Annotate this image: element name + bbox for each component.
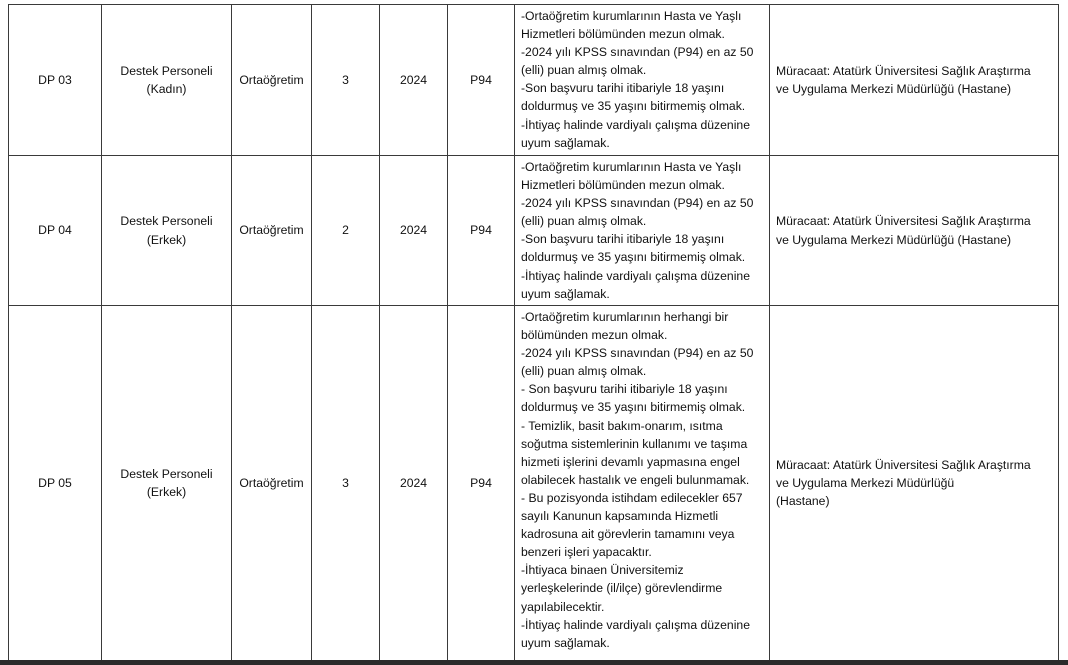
application-line: ve Uygulama Merkezi Müdürlüğü (Hastane) <box>776 82 1012 96</box>
score-type-cell: P94 <box>448 5 515 156</box>
application-line: ve Uygulama Merkezi Müdürlüğü <box>776 475 955 490</box>
positions-table <box>8 4 1059 661</box>
requirement-line: (elli) puan almış olmak. <box>521 214 647 229</box>
position-title-cell <box>102 156 232 306</box>
table-row <box>9 306 1059 661</box>
application-line: Müracaat: Atatürk Üniversitesi Sağlık Araştırma <box>776 457 1031 472</box>
position-title-cell <box>102 5 232 156</box>
requirement-line: uyum sağlamak. <box>521 286 610 301</box>
requirement-line: - Son başvuru tarihi itibariyle 18 yaşını <box>521 382 728 397</box>
requirement-line: soğutma sistemlerinin kullanımı ve taşıma <box>521 436 748 451</box>
score-type-cell: P94 <box>448 306 515 661</box>
requirement-line: benzeri işleri yapacaktır. <box>521 545 652 560</box>
requirement-line: -2024 yılı KPSS sınavından (P94) en az 50 <box>521 45 754 60</box>
application-line: Müracaat: Atatürk Üniversitesi Sağlık Araştırma <box>776 63 1031 78</box>
position-title-cell <box>102 306 232 661</box>
requirement-line: doldurmuş ve 35 yaşını bitirmemiş olmak. <box>521 250 746 265</box>
requirement-line: -İhtiyaç halinde vardiyalı çalışma düzenine <box>521 268 750 283</box>
education-level-cell: Ortaöğretim <box>232 156 312 306</box>
requirement-line: (elli) puan almış olmak. <box>521 364 647 379</box>
requirement-line: uyum sağlamak. <box>521 135 610 150</box>
application-cell <box>770 156 1059 306</box>
position-count-cell: 2 <box>312 156 380 306</box>
position-code-cell: DP 03 <box>9 5 102 156</box>
position-count-cell: 3 <box>312 5 380 156</box>
position-title-line: Destek Personeli <box>120 466 213 481</box>
requirement-line: -2024 yılı KPSS sınavından (P94) en az 50 <box>521 346 754 361</box>
exam-year-cell: 2024 <box>380 156 448 306</box>
requirement-line: olabilecek hastalık ve engeli bulunmamak. <box>521 472 750 487</box>
requirement-line: Hizmetleri bölümünden mezun olmak. <box>521 27 725 42</box>
exam-year-cell: 2024 <box>380 5 448 156</box>
exam-year-cell: 2024 <box>380 306 448 661</box>
page-bottom-edge <box>0 660 1068 665</box>
requirement-line: hizmeti işlerini devamlı yapmasına engel <box>521 454 740 469</box>
requirement-line: bölümünden mezun olmak. <box>521 328 668 343</box>
application-cell <box>770 5 1059 156</box>
requirements-cell <box>515 156 770 306</box>
position-count-cell: 3 <box>312 306 380 661</box>
position-title-line: (Erkek) <box>146 232 187 247</box>
application-line: Müracaat: Atatürk Üniversitesi Sağlık Araştırma <box>776 214 1031 229</box>
score-type-cell: P94 <box>448 156 515 306</box>
position-code-cell: DP 04 <box>9 156 102 306</box>
requirement-line: uyum sağlamak. <box>521 635 610 650</box>
position-title-line: (Kadın) <box>146 82 187 96</box>
requirement-line: -Ortaöğretim kurumlarının Hasta ve Yaşlı <box>521 160 742 174</box>
requirement-line: doldurmuş ve 35 yaşını bitirmemiş olmak. <box>521 400 746 415</box>
requirement-line: doldurmuş ve 35 yaşını bitirmemiş olmak. <box>521 99 746 114</box>
education-level-cell: Ortaöğretim <box>232 5 312 156</box>
requirement-line: - Bu pozisyonda istihdam edilecekler 657 <box>521 490 743 505</box>
position-title-line: Destek Personeli <box>120 63 213 78</box>
requirement-line: -Son başvuru tarihi itibariyle 18 yaşını <box>521 232 725 247</box>
application-line: (Hastane) <box>776 494 830 509</box>
position-title-line: (Erkek) <box>146 485 187 499</box>
requirement-line: Hizmetleri bölümünden mezun olmak. <box>521 178 725 193</box>
requirement-line: - Temizlik, basit bakım-onarım, ısıtma <box>521 418 723 433</box>
requirement-line: -İhtiyaç halinde vardiyalı çalışma düzenine <box>521 117 750 132</box>
education-level-cell: Ortaöğretim <box>232 306 312 661</box>
application-cell <box>770 306 1059 661</box>
requirements-cell <box>515 306 770 661</box>
position-title-line: Destek Personeli <box>120 214 213 229</box>
requirement-line: yapılabilecektir. <box>521 599 605 614</box>
position-code-cell: DP 05 <box>9 306 102 661</box>
application-line: ve Uygulama Merkezi Müdürlüğü (Hastane) <box>776 232 1012 247</box>
requirement-line: yerleşkelerinde (il/ilçe) görevlendirme <box>521 581 723 596</box>
requirement-line: (elli) puan almış olmak. <box>521 63 647 78</box>
requirement-line: -İhtiyaç halinde vardiyalı çalışma düzenine <box>521 617 750 632</box>
table-row <box>9 5 1059 156</box>
table-row <box>9 156 1059 306</box>
requirement-line: -2024 yılı KPSS sınavından (P94) en az 50 <box>521 196 754 211</box>
requirement-line: sayılı Kanunun kapsamında Hizmetli <box>521 509 719 524</box>
requirement-line: -İhtiyaca binaen Üniversitemiz <box>521 563 684 578</box>
requirement-line: -Ortaöğretim kurumlarının herhangi bir <box>521 310 729 324</box>
requirements-cell <box>515 5 770 156</box>
requirement-line: -Ortaöğretim kurumlarının Hasta ve Yaşlı <box>521 9 742 23</box>
requirement-line: kadrosuna ait görevlerin tamamını veya <box>521 527 735 542</box>
requirement-line: -Son başvuru tarihi itibariyle 18 yaşını <box>521 81 725 96</box>
